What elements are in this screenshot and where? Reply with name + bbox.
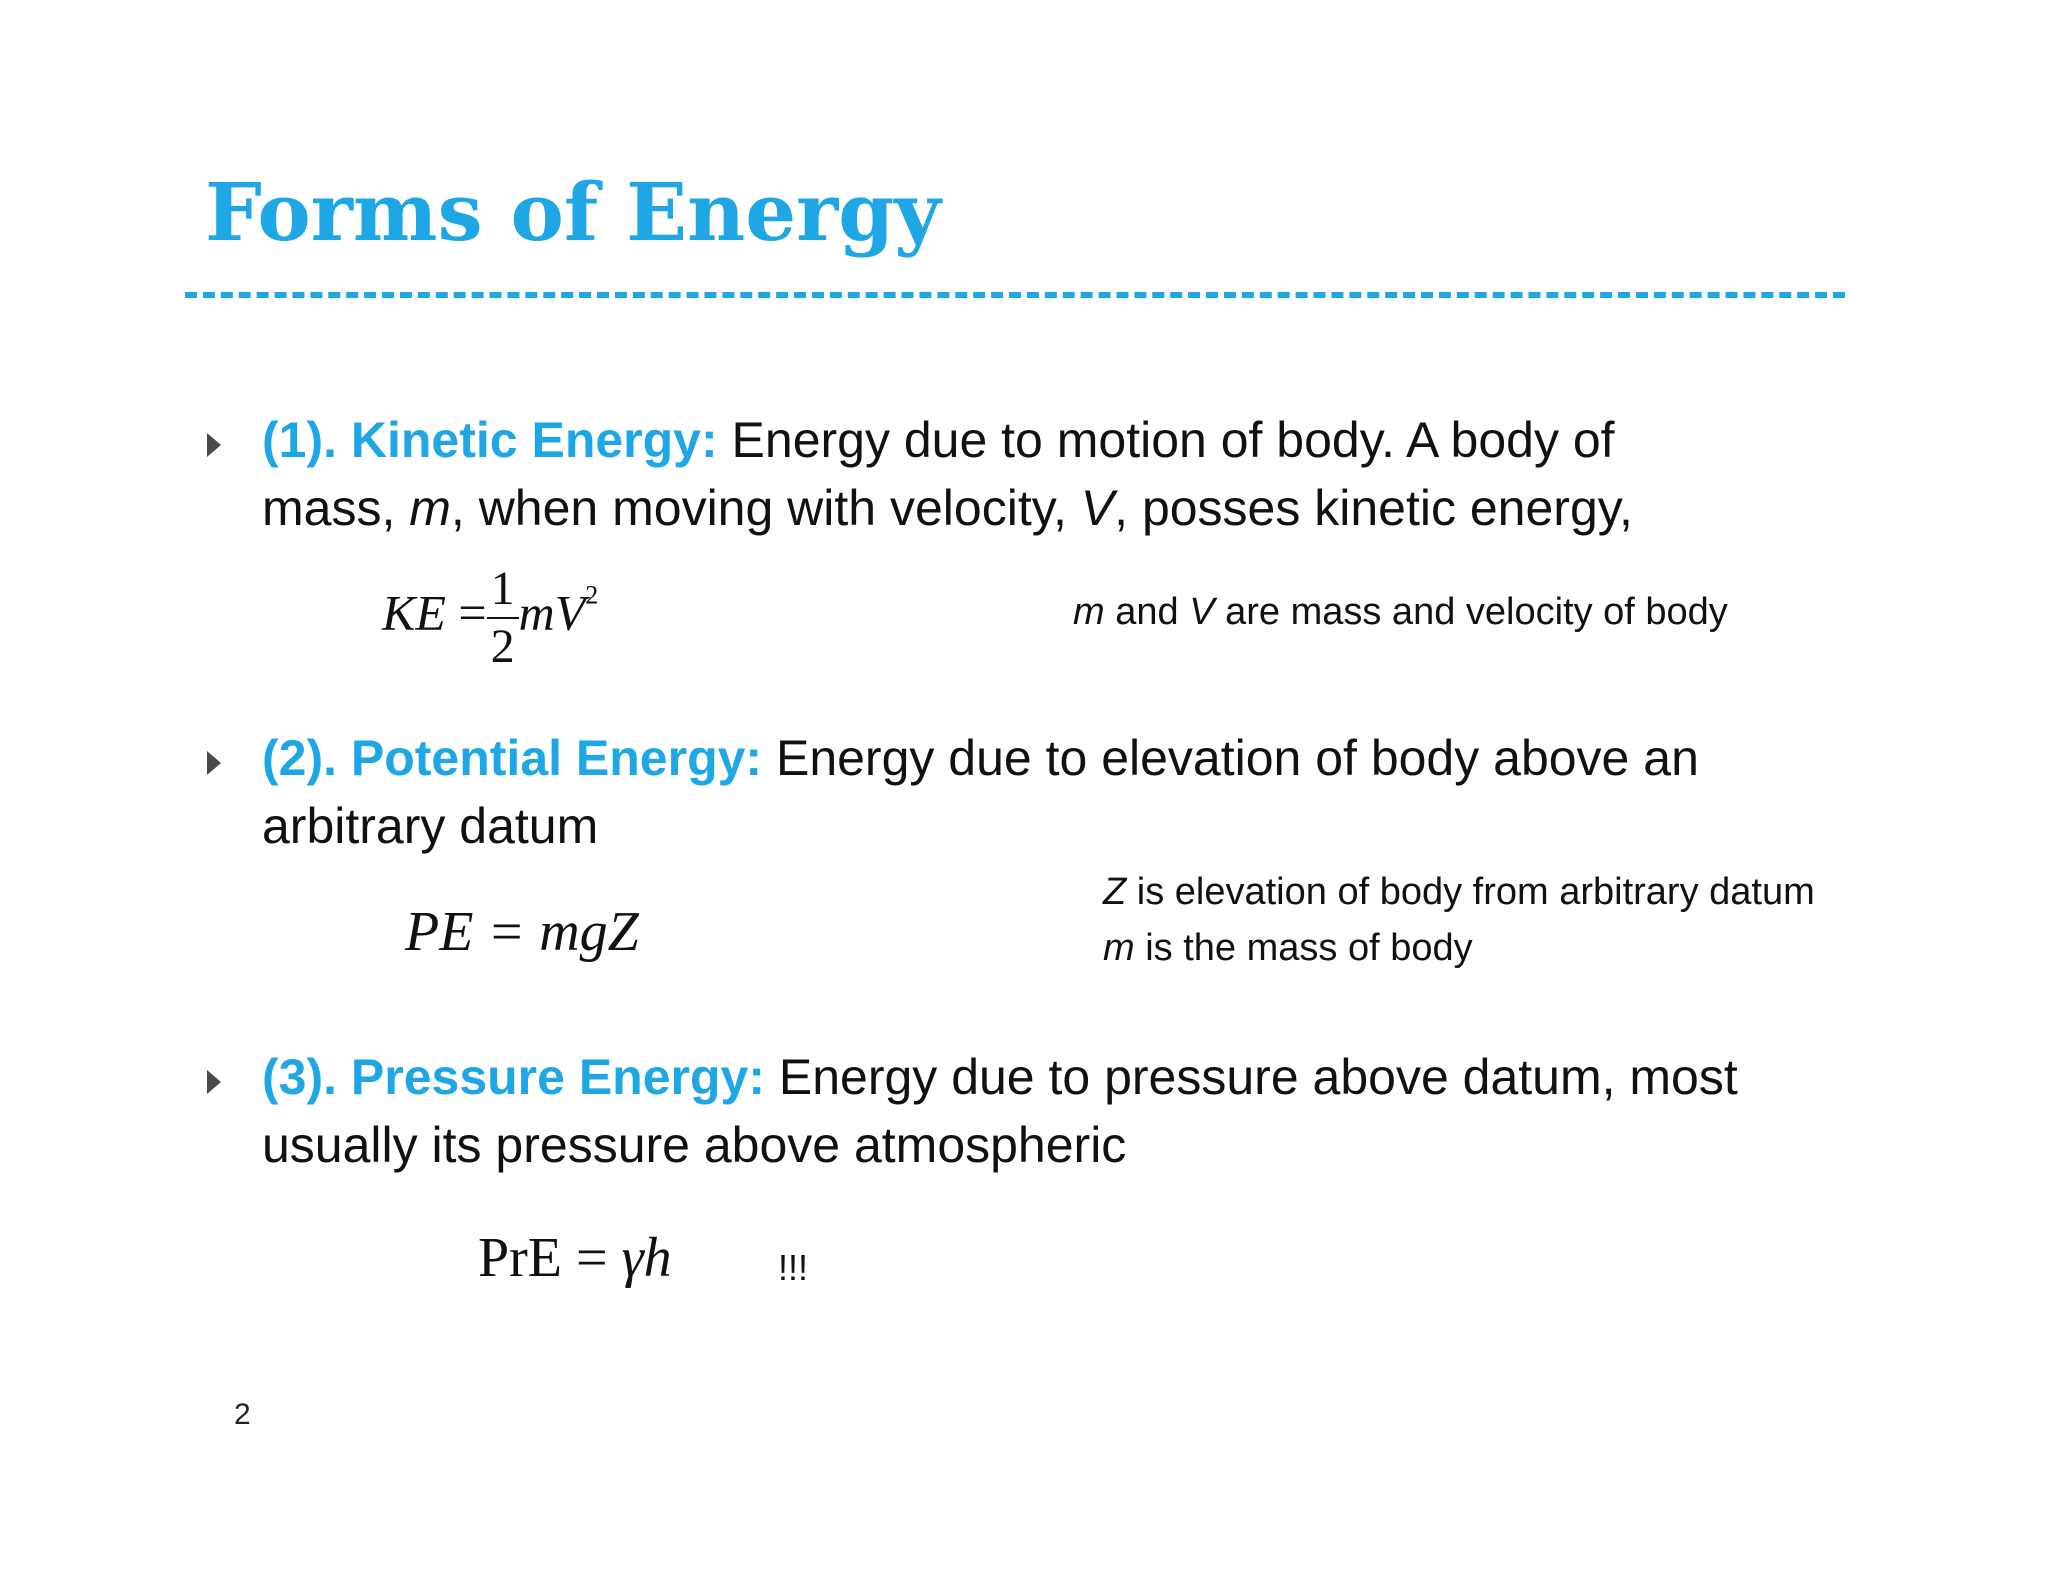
eq-ke-fraction-bar — [487, 617, 519, 619]
pressure-exclamation: !!! — [778, 1247, 809, 1288]
kinetic-var-v: V — [1080, 480, 1115, 536]
kinetic-var-m: m — [409, 480, 451, 536]
kinetic-energy-equation — [382, 562, 599, 673]
potential-line-1 — [262, 724, 1862, 792]
potential-note-2-rest: is the mass of body — [1134, 927, 1473, 969]
kinetic-note — [1073, 584, 1728, 640]
eq-pre-equals: = — [562, 1227, 622, 1289]
title-divider — [185, 292, 1845, 298]
pressure-text-1: Energy due to pressure above datum, most — [764, 1049, 1738, 1105]
bullet-triangle-right-icon — [205, 749, 223, 777]
kinetic-text-2a: mass, — [262, 480, 410, 536]
pressure-energy-heading: (3). Pressure Energy: — [262, 1049, 765, 1105]
potential-note-1 — [1103, 864, 1815, 920]
kinetic-energy-heading: (1). Kinetic Energy: — [262, 412, 718, 468]
pressure-energy-equation — [478, 1226, 672, 1290]
kinetic-note-v: V — [1189, 591, 1215, 633]
kinetic-note-m: m — [1073, 591, 1105, 633]
potential-text-1: Energy due to elevation of body above an — [762, 730, 1699, 786]
page-number: 2 — [234, 1398, 251, 1431]
kinetic-note-and: and — [1104, 591, 1190, 633]
pressure-line-1 — [262, 1043, 1862, 1111]
potential-energy-paragraph — [262, 724, 1862, 860]
potential-energy-equation: PE = mgZ — [405, 901, 639, 963]
eq-ke-denominator: 2 — [490, 620, 515, 673]
potential-line-2: arbitrary datum — [262, 798, 599, 854]
kinetic-energy-paragraph — [262, 406, 1862, 542]
kinetic-text-2b: , when moving with velocity, — [450, 480, 1081, 536]
eq-ke-equals: = — [458, 584, 487, 641]
eq-ke-exponent: 2 — [585, 580, 599, 610]
eq-ke-term: mV — [518, 584, 586, 641]
kinetic-text-2c: , posses kinetic energy, — [1114, 480, 1633, 536]
bullet-triangle-right-icon — [205, 431, 223, 459]
potential-note-2-var: m — [1103, 927, 1135, 969]
pressure-energy-paragraph — [262, 1043, 1862, 1179]
potential-note-1-rest: is elevation of body from arbitrary datum — [1126, 871, 1815, 913]
kinetic-line-2 — [262, 474, 1862, 542]
pressure-line-2: usually its pressure above atmospheric — [262, 1117, 1127, 1173]
potential-note-1-var: Z — [1103, 871, 1127, 913]
slide-title: Forms of Energy — [205, 165, 941, 259]
kinetic-note-rest: are mass and velocity of body — [1214, 591, 1728, 633]
eq-ke-lhs: KE — [382, 584, 446, 641]
bullet-triangle-right-icon — [205, 1068, 223, 1096]
eq-ke-fraction — [487, 562, 519, 673]
kinetic-text-1: Energy due to motion of body. A body of — [717, 412, 1615, 468]
kinetic-line-1 — [262, 406, 1862, 474]
potential-energy-heading: (2). Potential Energy: — [262, 730, 763, 786]
eq-ke-numerator: 1 — [490, 562, 515, 615]
potential-note-2 — [1103, 920, 1473, 976]
eq-pre-rhs: γh — [621, 1227, 672, 1289]
eq-pre-lhs: PrE — [478, 1227, 562, 1289]
